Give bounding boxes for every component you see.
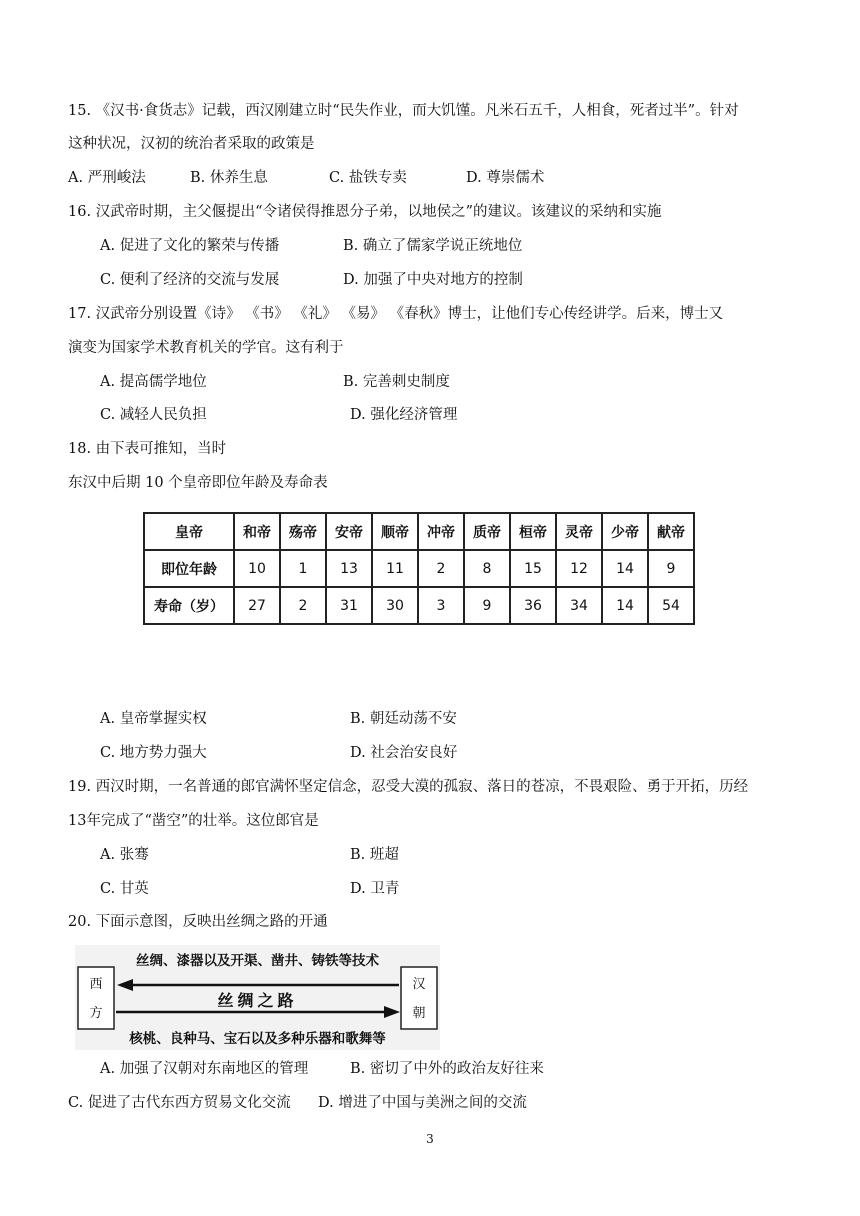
- emperor-name: 安帝: [326, 513, 372, 550]
- q15-option-c: C. 盐铁专卖: [329, 170, 407, 186]
- emperor-name: 和帝: [234, 513, 280, 550]
- q17-option-c: C. 减轻人民负担: [100, 407, 207, 423]
- q15-option-b: B. 休养生息: [190, 170, 268, 186]
- q19-option-d: D. 卫青: [350, 881, 400, 897]
- lifespan-cell: 9: [464, 587, 510, 624]
- q19-option-a: A. 张骞: [100, 847, 149, 863]
- q17-option-a: A. 提高儒学地位: [100, 374, 207, 390]
- q15-stem-line2: 这种状况，汉初的统治者采取的政策是: [68, 136, 315, 152]
- q16-option-b: B. 确立了儒家学说正统地位: [343, 238, 523, 254]
- q18-option-d: D. 社会治安良好: [350, 745, 458, 761]
- accession-age-cell: 14: [602, 550, 648, 587]
- diagram-center-text: 丝绸之路: [217, 991, 298, 1010]
- q18-option-b: B. 朝廷动荡不安: [350, 711, 457, 727]
- q19-stem-line2: 13年完成了“凿空”的壮举。这位郎官是: [68, 813, 319, 829]
- q19-option-b: B. 班超: [350, 847, 399, 863]
- q20-option-b: B. 密切了中外的政治友好往来: [350, 1061, 544, 1077]
- accession-age-cell: 9: [648, 550, 694, 587]
- table-label-lifespan: 寿命（岁）: [144, 587, 234, 624]
- diagram-bottom-text: 核桃、良种马、宝石以及多种乐器和歌舞等: [129, 1031, 386, 1047]
- q20-option-a: A. 加强了汉朝对东南地区的管理: [100, 1061, 309, 1077]
- emperor-name: 献帝: [648, 513, 694, 550]
- q16-option-d: D. 加强了中央对地方的控制: [343, 272, 523, 288]
- q17-stem-line1: 17. 汉武帝分别设置《诗》 《书》 《礼》 《易》 《春秋》博士，让他们专心传经讲学。后来，博士又: [68, 306, 724, 322]
- q17-option-b: B. 完善刺史制度: [343, 374, 450, 390]
- west-box-label-1: 西: [89, 977, 103, 992]
- q15-option-a: A. 严刑峻法: [68, 170, 146, 186]
- emperor-name: 质帝: [464, 513, 510, 550]
- q17-option-d: D. 强化经济管理: [350, 407, 458, 423]
- han-box-label-1: 汉: [412, 977, 426, 992]
- q15-stem-line1: 15. 《汉书·食货志》记载，西汉刚建立时“民失作业，而大饥馑。凡米石五千，人相食，死者过半”。针对: [68, 103, 739, 119]
- lifespan-cell: 36: [510, 587, 556, 624]
- q17-stem-line2: 演变为国家学术教育机关的学官。这有利于: [68, 340, 344, 356]
- q18-option-c: C. 地方势力强大: [100, 745, 207, 761]
- accession-age-cell: 8: [464, 550, 510, 587]
- q20-option-d: D. 增进了中国与美洲之间的交流: [318, 1095, 527, 1111]
- lifespan-cell: 54: [648, 587, 694, 624]
- lifespan-cell: 30: [372, 587, 418, 624]
- lifespan-cell: 2: [280, 587, 326, 624]
- table-header-emperor: 皇帝: [144, 513, 234, 550]
- q16-option-c: C. 便利了经济的交流与发展: [100, 272, 280, 288]
- emperor-name: 少帝: [602, 513, 648, 550]
- emperor-age-table: [143, 512, 695, 625]
- lifespan-cell: 31: [326, 587, 372, 624]
- accession-age-cell: 1: [280, 550, 326, 587]
- lifespan-cell: 34: [556, 587, 602, 624]
- diagram-top-text: 丝绸、漆器以及开渠、凿井、铸铁等技术: [136, 953, 379, 969]
- q18-table-caption: 东汉中后期 10 个皇帝即位年龄及寿命表: [68, 475, 328, 491]
- q18-option-a: A. 皇帝掌握实权: [100, 711, 207, 727]
- lifespan-cell: 27: [234, 587, 280, 624]
- han-box-label-2: 朝: [412, 1006, 426, 1021]
- accession-age-cell: 15: [510, 550, 556, 587]
- table-label-age: 即位年龄: [144, 550, 234, 587]
- emperor-name: 殇帝: [280, 513, 326, 550]
- q20-option-c: C. 促进了古代东西方贸易文化交流: [68, 1095, 291, 1111]
- q16-stem-line1: 16. 汉武帝时期，主父偃提出“令诸侯得推恩分子弟，以地侯之”的建议。该建议的采纳和实施: [68, 204, 662, 220]
- emperor-name: 桓帝: [510, 513, 556, 550]
- emperor-name: 顺帝: [372, 513, 418, 550]
- lifespan-cell: 14: [602, 587, 648, 624]
- silk-road-diagram: [75, 945, 440, 1050]
- accession-age-cell: 11: [372, 550, 418, 587]
- accession-age-cell: 2: [418, 550, 464, 587]
- west-box-label-2: 方: [89, 1006, 103, 1021]
- accession-age-cell: 12: [556, 550, 602, 587]
- q19-stem-line1: 19. 西汉时期，一名普通的郎官满怀坚定信念，忍受大漠的孤寂、落日的苍凉，不畏艰险、勇于开拓，历经: [68, 779, 749, 795]
- q15-option-d: D. 尊崇儒术: [466, 170, 545, 186]
- lifespan-cell: 3: [418, 587, 464, 624]
- emperor-name: 冲帝: [418, 513, 464, 550]
- q20-stem-line1: 20. 下面示意图，反映出丝绸之路的开通: [68, 914, 328, 930]
- emperor-name: 灵帝: [556, 513, 602, 550]
- q19-option-c: C. 甘英: [100, 881, 149, 897]
- q16-option-a: A. 促进了文化的繁荣与传播: [100, 238, 280, 254]
- accession-age-cell: 13: [326, 550, 372, 587]
- q18-stem-line1: 18. 由下表可推知，当时: [68, 441, 227, 457]
- accession-age-cell: 10: [234, 550, 280, 587]
- page-number: 3: [426, 1132, 434, 1146]
